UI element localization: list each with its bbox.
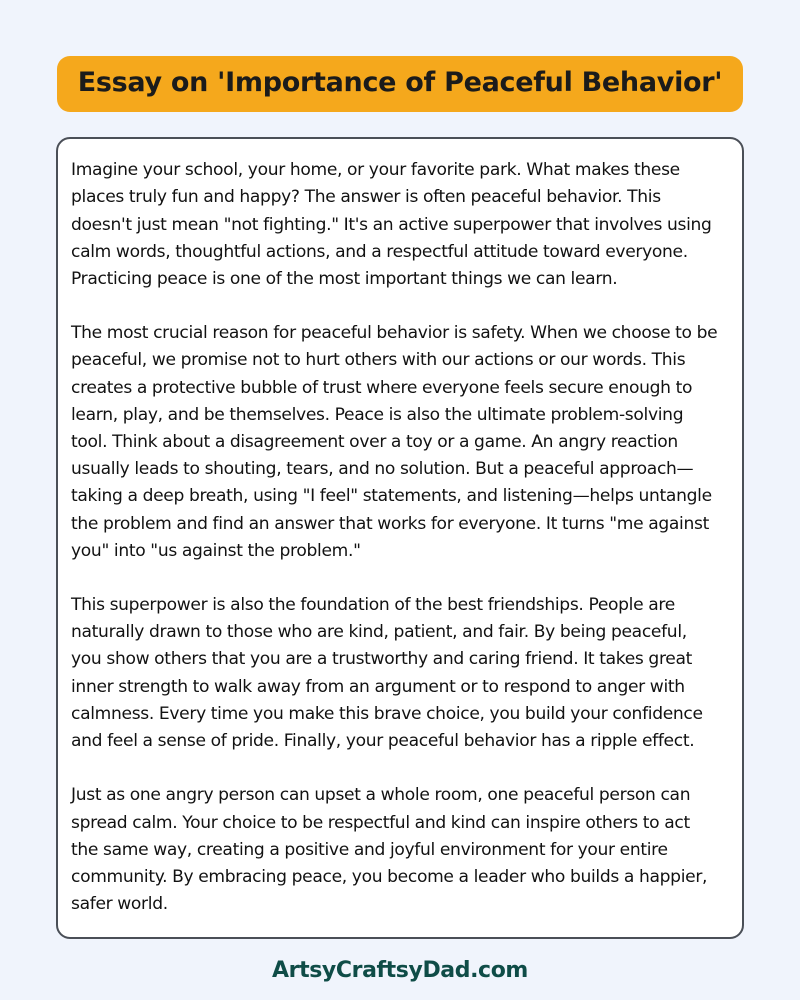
title-banner [57, 56, 743, 112]
essay-paragraph: Just as one angry person can upset a whole room, one peaceful person can spread calm. Your choice to be respectful and kind can inspire others to act the same way, creating a positive and joyful environment for your entire community. By embracing peace, you become a leader who builds a happier, safer world. [71, 785, 708, 915]
page-title: Essay on 'Importance of Peaceful Behavior' [77, 67, 723, 98]
essay-body [71, 157, 720, 918]
essay-paragraph: The most crucial reason for peaceful behavior is safety. When we choose to be peaceful, we promise not to hurt others with our actions or our words. This creates a protective bubble of trust where everyone feels secure enough to learn, play, and be themselves. Peace is also the ultimate problem-solving tool. Think about a disagreement over a toy or a game. An angry reaction usually leads to shouting, tears, and no solution. But a peaceful approach—taking a deep breath, using "I feel" statements, and listening—helps untangle the problem and find an answer that works for everyone. It turns "me against you" into "us against the problem." [71, 323, 718, 561]
footer [0, 958, 800, 983]
essay-card [56, 137, 744, 939]
brand-watermark: ArtsyCraftsyDad.com [272, 958, 528, 983]
essay-paragraph: Imagine your school, your home, or your favorite park. What makes these places truly fun and happy? The answer is often peaceful behavior. This doesn't just mean "not fighting." It's an active superpower that involves using calm words, thoughtful actions, and a respectful attitude toward everyone. Practicing peace is one of the most important things we can learn. [71, 160, 712, 290]
essay-paragraph: This superpower is also the foundation of the best friendships. People are naturally drawn to those who are kind, patient, and fair. By being peaceful, you show others that you are a trustworthy and caring friend. It takes great inner strength to walk away from an argument or to respond to anger with calmness. Every time you make this brave choice, you build your confidence and feel a sense of pride. Finally, your peaceful behavior has a ripple effect. [71, 595, 703, 752]
